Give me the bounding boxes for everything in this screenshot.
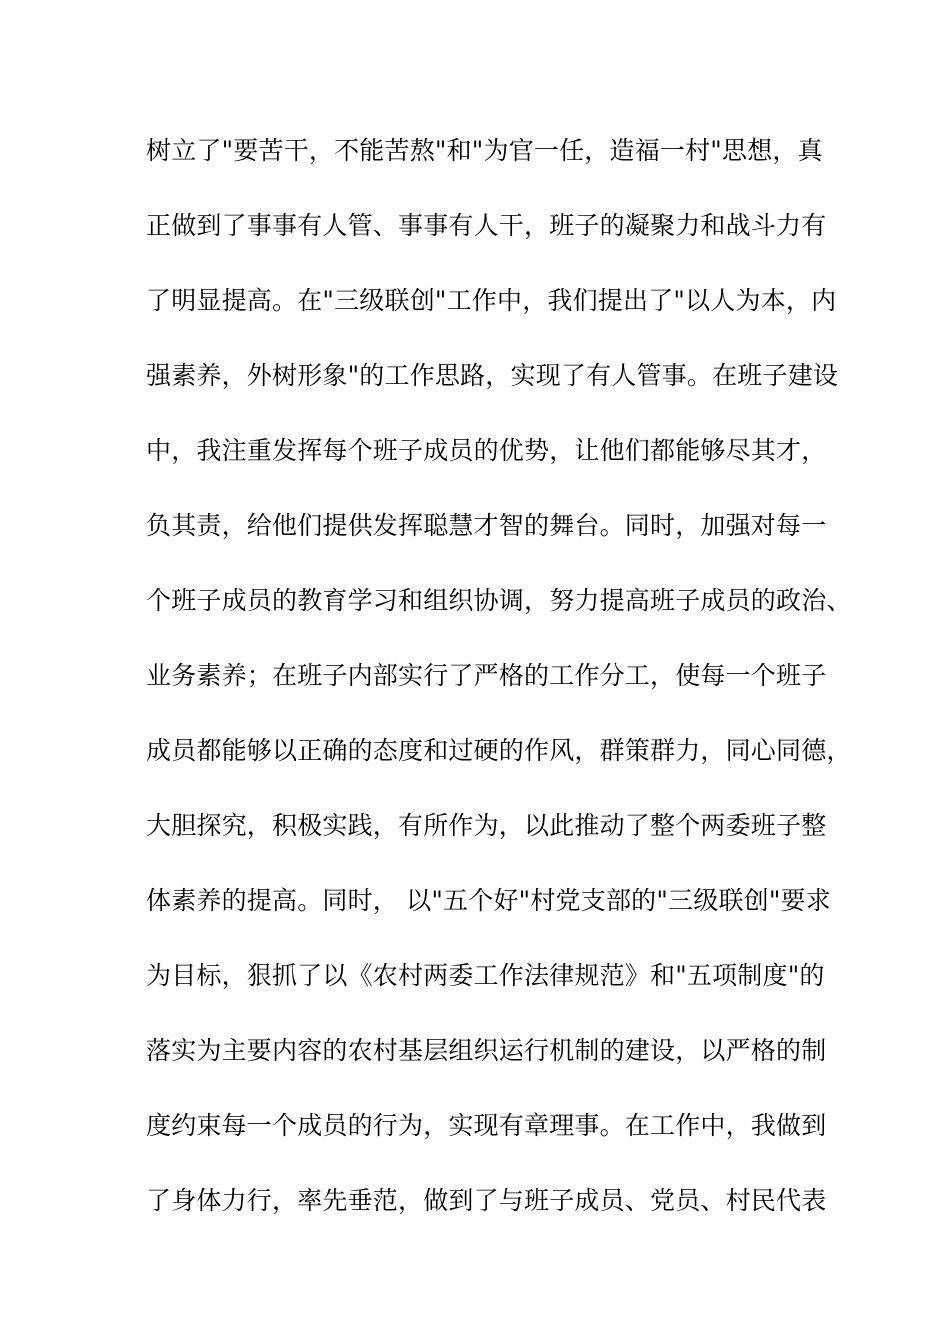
text-line: 业务素养；在班子内部实行了严格的工作分工，使每一个班子 — [146, 661, 827, 690]
text-line: 成员都能够以正确的态度和过硬的作风，群策群力，同心同德， — [146, 736, 852, 765]
text-line: 为目标，狠抓了以《农村两委工作法律规范》和"五项制度"的 — [146, 961, 825, 990]
text-line: 树立了"要苦干，不能苦熬"和"为官一任，造福一村"思想，真 — [146, 136, 823, 165]
text-line: 正做到了事事有人管、事事有人干，班子的凝聚力和战斗力有 — [146, 211, 827, 240]
text-line: 了身体力行，率先垂范，做到了与班子成员、党员、村民代表 — [146, 1186, 827, 1215]
text-line: 负其责，给他们提供发挥聪慧才智的舞台。同时，加强对每一 — [146, 511, 827, 540]
text-line: 了明显提高。在"三级联创"工作中，我们提出了"以人为本，内 — [146, 286, 837, 315]
text-line: 强素养，外树形象"的工作思路，实现了有人管事。在班子建设 — [146, 361, 839, 390]
text-line: 落实为主要内容的农村基层组织运行机制的建设，以严格的制 — [146, 1036, 827, 1065]
text-line: 大胆探究，积极实践，有所作为，以此推动了整个两委班子整 — [146, 811, 827, 840]
body-text — [146, 125, 852, 1250]
text-line: 体素养的提高。同时， 以"五个好"村党支部的"三级联创"要求 — [146, 886, 831, 915]
text-line: 度约束每一个成员的行为，实现有章理事。在工作中，我做到 — [146, 1111, 827, 1140]
text-line: 中，我注重发挥每个班子成员的优势，让他们都能够尽其才， — [146, 436, 827, 465]
text-line: 个班子成员的教育学习和组织协调，努力提高班子成员的政治、 — [146, 586, 852, 615]
